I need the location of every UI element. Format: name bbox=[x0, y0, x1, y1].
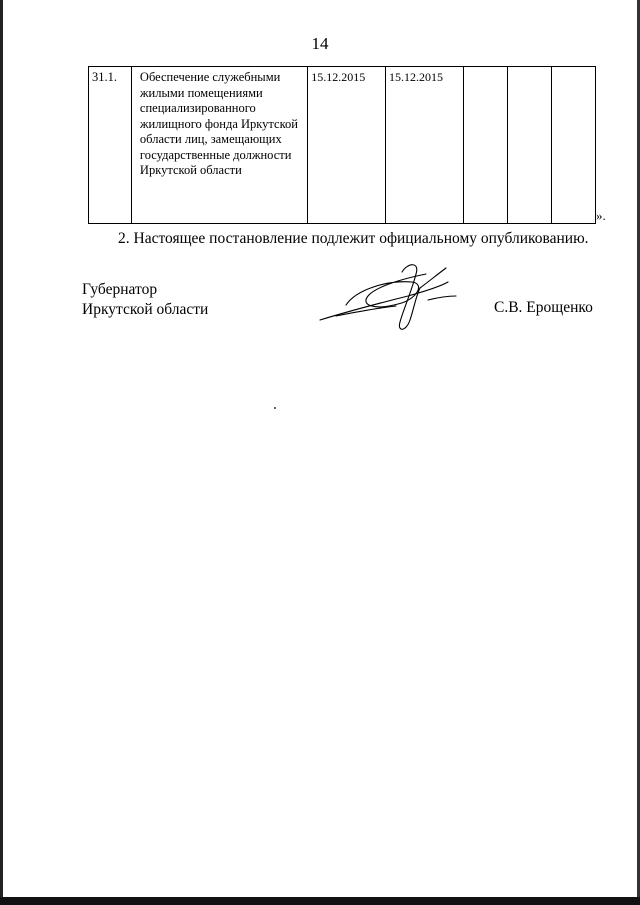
signatory-title-line2: Иркутской области bbox=[82, 301, 209, 318]
row-empty-cell bbox=[551, 67, 595, 224]
row-description: Обеспечение служебными жилыми помещениями специализированного жилищного фонда Иркутской области лиц, замещающих государственные должности Иркутской области bbox=[131, 67, 307, 224]
paragraph-publication: 2. Настоящее постановление подлежит официальному опубликованию. bbox=[118, 230, 589, 247]
signature-icon bbox=[316, 260, 466, 340]
page-edge-left bbox=[0, 0, 3, 905]
document-table bbox=[88, 66, 596, 224]
row-empty-cell bbox=[463, 67, 507, 224]
row-empty-cell bbox=[507, 67, 551, 224]
signatory-name: С.В. Ерощенко bbox=[494, 299, 593, 316]
scan-speck bbox=[274, 407, 276, 409]
row-date-start: 15.12.2015 bbox=[308, 67, 386, 224]
row-number: 31.1. bbox=[89, 67, 132, 224]
closing-quote: ». bbox=[596, 208, 606, 223]
table-row bbox=[89, 67, 596, 224]
signatory-title bbox=[82, 280, 208, 320]
page-number: 14 bbox=[311, 34, 329, 53]
signatory-title-line1: Губернатор bbox=[82, 281, 158, 298]
page-edge-bottom bbox=[0, 897, 640, 905]
row-date-end: 15.12.2015 bbox=[385, 67, 463, 224]
